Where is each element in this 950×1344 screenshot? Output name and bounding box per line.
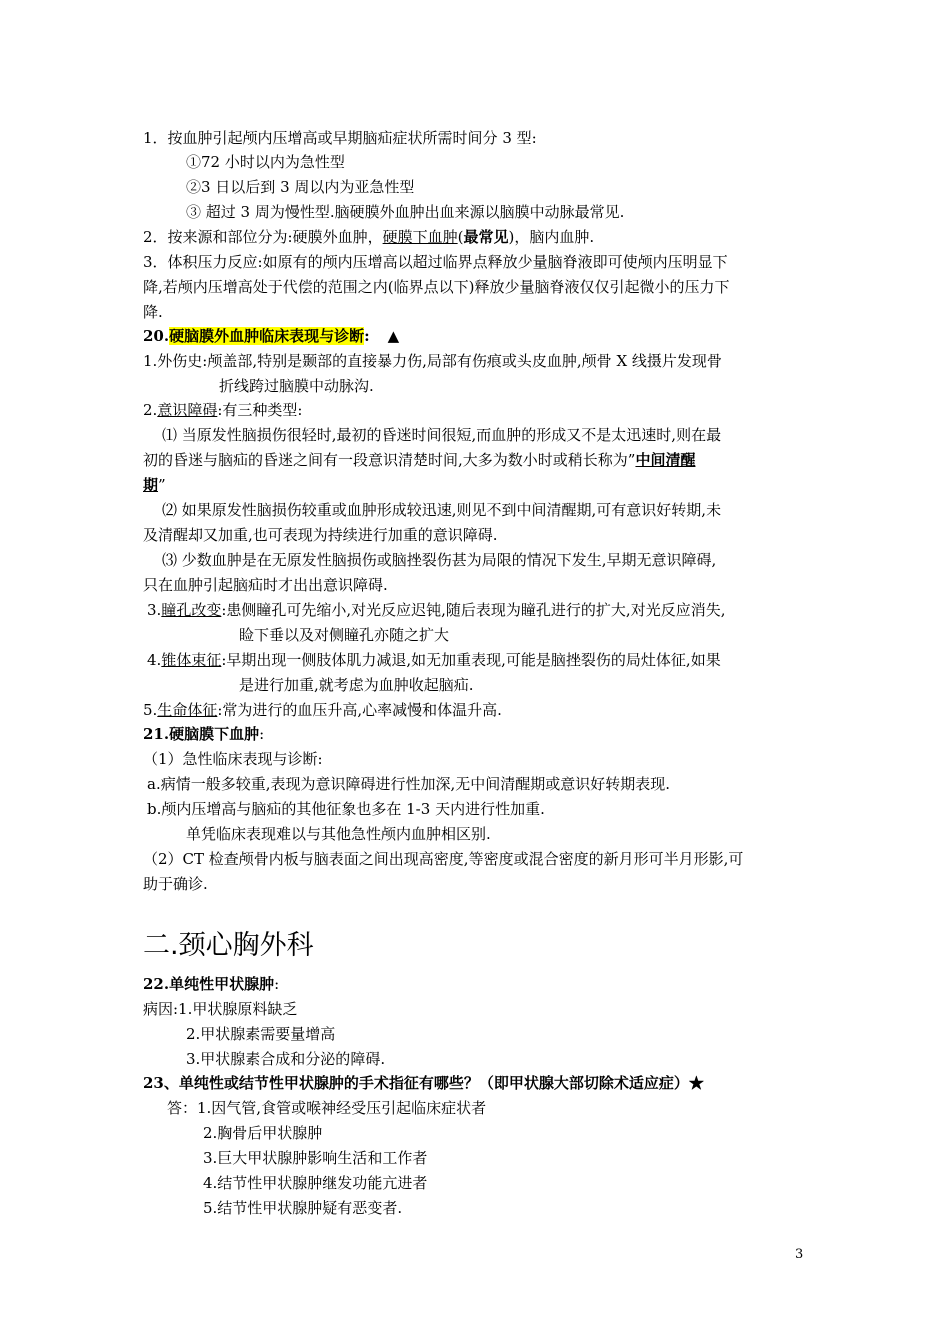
text-line: 3.巨大甲状腺肿影响生活和工作者 [203,1149,428,1167]
text-run: )，脑内血肿. [508,228,595,246]
text-line: a.病情一般多较重,表现为意识障碍进行性加深,无中间清醒期或意识好转期表现. [147,775,671,793]
text-line: （1）急性临床表现与诊断: [143,750,323,768]
page-number: 3 [795,1247,804,1262]
text-run: : [364,327,370,345]
text-run: ” [158,476,166,494]
text-run: : [259,725,265,743]
text-run: :早期出现一侧肢体肌力减退,如无加重表现,可能是脑挫裂伤的局灶体征,如果 [221,651,721,669]
text-run: 3. [147,601,162,619]
text-line: 3．体积压力反应:如原有的颅内压增高以超过临界点释放少量脑脊液即可使颅内压明显下 [143,253,728,271]
text-line: 及清醒却又加重,也可表现为持续进行加重的意识障碍. [143,526,498,544]
text-line: ⑵ 如果原发性脑损伤较重或血肿形成较迅速,则见不到中间清醒期,可有意识好转期,未 [162,501,722,519]
text-run: ( [457,228,464,246]
text-line: ②3 日以后到 3 周以内为亚急性型 [186,178,415,196]
key-term: 中间清醒 [635,451,696,469]
text-line [143,473,166,497]
text-line [143,448,695,472]
text-run: 5. [143,701,158,719]
text-line: 睑下垂以及对侧瞳孔亦随之扩大 [239,626,450,644]
text-line: 只在血肿引起脑疝时才出出意识障碍. [143,576,388,594]
text-run: 2．按来源和部位分为:硬膜外血肿， [143,228,383,246]
text-run: 初的昏迷与脑疝的昏迷之间有一段意识清楚时间,大多为数小时或稍长称为” [143,451,636,469]
text-line: 答：1.因气管,食管或喉神经受压引起临床症状者 [167,1099,487,1117]
section-title: 22.单纯性甲状腺肿 [143,975,275,993]
text-line: 2.胸骨后甲状腺肿 [203,1124,323,1142]
text-line: 是进行加重,就考虑为血肿收起脑疝. [239,676,474,694]
section-title: 21.硬脑膜下血肿 [143,725,260,743]
highlighted-title: 硬脑膜外血肿临床表现与诊断 [169,327,365,345]
text-line: ⑶ 少数血肿是在无原发性脑损伤或脑挫裂伤甚为局限的情况下发生,早期无意识障碍, [162,551,717,569]
text-line: 降. [143,303,163,321]
text-line: 折线跨过脑膜中动脉沟. [219,377,374,395]
key-term: 期 [143,476,159,494]
section-number: 20. [143,327,170,345]
text-run: :患侧瞳孔可先缩小,对光反应迟钝,随后表现为瞳孔进行的扩大,对光反应消失, [221,601,726,619]
underlined-term: 生命体征 [157,701,218,719]
bold-term: 最常见 [463,228,509,246]
text-line: 4.结节性甲状腺肿继发功能亢进者 [203,1174,428,1192]
section-heading [143,972,279,996]
section-title: 23、单纯性或结节性甲状腺肿的手术指征有哪些？（即甲状腺大部切除术适应症）★ [143,1074,704,1092]
text-line [147,648,721,672]
text-line: 3.甲状腺素合成和分泌的障碍. [186,1050,386,1068]
underlined-term: 瞳孔改变 [161,601,222,619]
section-heading [143,722,264,746]
text-line: 单凭临床表现难以与其他急性颅内血肿相区别. [186,825,491,843]
text-line: 助于确诊. [143,875,208,893]
underlined-term: 硬膜下血肿 [382,228,458,246]
underlined-term: 锥体束征 [161,651,222,669]
text-line: 1.外伤史:颅盖部,特别是颞部的直接暴力伤,局部有伤痕或头皮血肿,颅骨 X 线摄片发现骨 [143,352,722,370]
text-line: 1．按血肿引起颅内压增高或早期脑疝症状所需时间分 3 型: [143,129,537,147]
text-line: 2.甲状腺素需要量增高 [186,1025,336,1043]
text-line: ①72 小时以内为急性型 [186,153,345,171]
text-line [147,598,725,622]
text-run: 4. [147,651,162,669]
text-line [143,398,302,422]
text-line [143,225,594,249]
chapter-heading: 二.颈心胸外科 [143,930,314,961]
text-line [143,698,502,722]
section-heading [143,324,399,348]
text-run: :常为进行的血压升高,心率减慢和体温升高. [217,701,502,719]
text-line: （2）CT 检查颅骨内板与脑表面之间出现高密度,等密度或混合密度的新月形可半月形影,可 [143,850,744,868]
text-line: 5.结节性甲状腺肿疑有恶变者. [203,1199,403,1217]
text-run: : [274,975,280,993]
text-line: 降,若颅内压增高处于代偿的范围之内(临界点以下)释放少量脑脊液仅仅引起微小的压力下 [143,278,730,296]
text-line: 病因:1.甲状腺原料缺乏 [143,1000,298,1018]
underlined-term: 意识障碍 [157,401,218,419]
triangle-icon: ▲ [387,327,400,345]
text-line: ⑴ 当原发性脑损伤很轻时,最初的昏迷时间很短,而血肿的形成又不是太迅速时,则在最 [162,426,722,444]
text-line: b.颅内压增高与脑疝的其他征象也多在 1-3 天内进行性加重. [147,800,545,818]
text-run: :有三种类型: [217,401,303,419]
text-line: ③ 超过 3 周为慢性型.脑硬膜外血肿出血来源以脑膜中动脉最常见. [186,203,625,221]
text-run: 2. [143,401,158,419]
